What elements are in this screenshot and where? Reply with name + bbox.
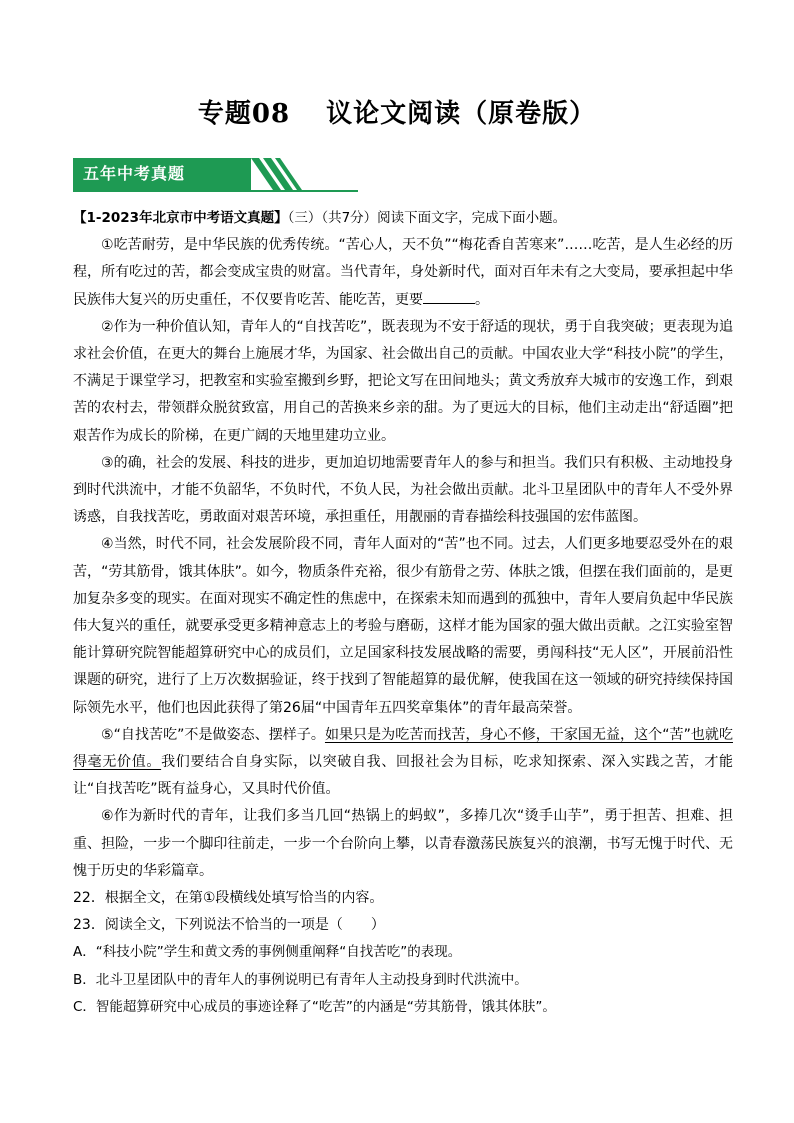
- paragraph-4: ④当然，时代不同，社会发展阶段不同，青年人面对的“苦”也不同。过去，人们更多地要忍受外在的艰苦，“劳其筋骨，饿其体肤”。如今，物质条件充裕，很少有筋骨之劳、体肤之饿，但摆在我们面前的，是更加复杂多变的现实。在面对现实不确定性的焦虑中，在探索未知而遇到的孤独中，青年人要肩负起中华民族伟大复兴的重任，就要承受更多精神意志上的考验与磨砺，这样才能为国家的强大做出贡献。之江实验室智能计算研究院智能超算研究中心的成员们，立足国家科技发展战略的需要，勇闯科技“无人区”，开展前沿性课题的研究，进行了上万次数据验证，终于找到了智能超算的最优解，使我国在这一领域的研究持续保持国际领先水平，他们也因此获得了第26届“中国青年五四奖章集体”的青年最高荣誉。: [73, 536, 733, 716]
- paragraph-2: ②作为一种价值认知，青年人的“自找苦吃”，既表现为不安于舒适的现状，勇于自我突破；更表现为追求社会价值，在更大的舞台上施展才华，为国家、社会做出自己的贡献。中国农业大学“科技小院”的学生，不满足于课堂学习，把教室和实验室搬到乡野，把论文写在田间地头；黄文秀放弃大城市的安逸工作，到艰苦的农村去，带领群众脱贫致富，用自己的苦换来乡亲的甜。为了更远大的目标，他们主动走出“舒适圈”把艰苦作为成长的阶梯，在更广阔的天地里建功立业。: [73, 318, 733, 444]
- paragraph-5-end: 我们要结合自身实际，以突破自我、回报社会为目标，吃求知探索、深入实践之苦，才能让“自找苦吃”既有益身心，又具时代价值。: [73, 754, 734, 798]
- paragraph-5-start: ⑤“自找苦吃”不是做姿态、摆样子。: [101, 726, 325, 743]
- question-source: 【1-2023年北京市中考语文真题】: [73, 210, 288, 226]
- title-topic: 专题08: [197, 99, 291, 129]
- option-a: A．“科技小院”学生和黄文秀的事例侧重阐释“自找苦吃”的表现。: [73, 944, 462, 961]
- banner-underline: [73, 190, 358, 192]
- intro-text: （三）（共7分）阅读下面文字，完成下面小题。: [287, 210, 567, 226]
- question-23: 23．阅读全文，下列说法不恰当的一项是（ ）: [73, 917, 385, 934]
- fill-in-blank: [423, 289, 475, 304]
- section-banner: [73, 158, 358, 194]
- paragraph-1: [73, 232, 733, 314]
- paragraph-1-end: 。: [475, 291, 489, 308]
- page-title: [0, 96, 794, 132]
- banner-label: 五年中考真题: [83, 164, 186, 183]
- underlined-sentence: 如果只是为吃苦而找苦，身心不修，干家国无益，这个“苦”也就吃得毫无价值。: [73, 726, 733, 771]
- option-c: C．智能超算研究中心成员的事迹诠释了“吃苦”的内涵是“劳其筋骨，饿其体肤”。: [73, 998, 556, 1015]
- option-b: B．北斗卫星团队中的青年人的事例说明已有青年人主动投身到时代洪流中。: [73, 971, 528, 988]
- question-22: 22．根据全文，在第①段横线处填写恰当的内容。: [73, 890, 384, 907]
- paragraph-3: ③的确，社会的发展、科技的进步，更加迫切地需要青年人的参与和担当。我们只有积极、主动地投身到时代洪流中，才能不负韶华，不负时代，不负人民，为社会做出贡献。北斗卫星团队中的青年人不受外界诱惑，自我找苦吃，勇敢面对艰苦环境，承担重任，用靓丽的青春描绘科技强国的宏伟蓝图。: [73, 454, 733, 526]
- paragraph-1-text: ①吃苦耐劳，是中华民族的优秀传统。“苦心人，天不负”“梅花香自苦寒来”……吃苦，是人生必经的历程，所有吃过的苦，都会变成宝贵的财富。当代青年，身处新时代，面对百年未有之大变局，要承担起中华民族伟大复兴的历史重任，不仅要肯吃苦、能吃苦，更要: [73, 237, 733, 308]
- title-name: 议论文阅读（原卷版）: [326, 99, 597, 129]
- article-content: [73, 205, 733, 1021]
- paragraph-6: ⑥作为新时代的青年，让我们多当几回“热锅上的蚂蚁”，多捧几次“烫手山芋”，勇于担苦、担难、担重、担险，一步一个脚印往前走，一步一个台阶向上攀，以青春激荡民族复兴的浪潮，书写无愧于时代、无愧于历史的华彩篇章。: [73, 808, 733, 879]
- paragraph-5: [73, 722, 733, 804]
- question-intro: [73, 205, 733, 232]
